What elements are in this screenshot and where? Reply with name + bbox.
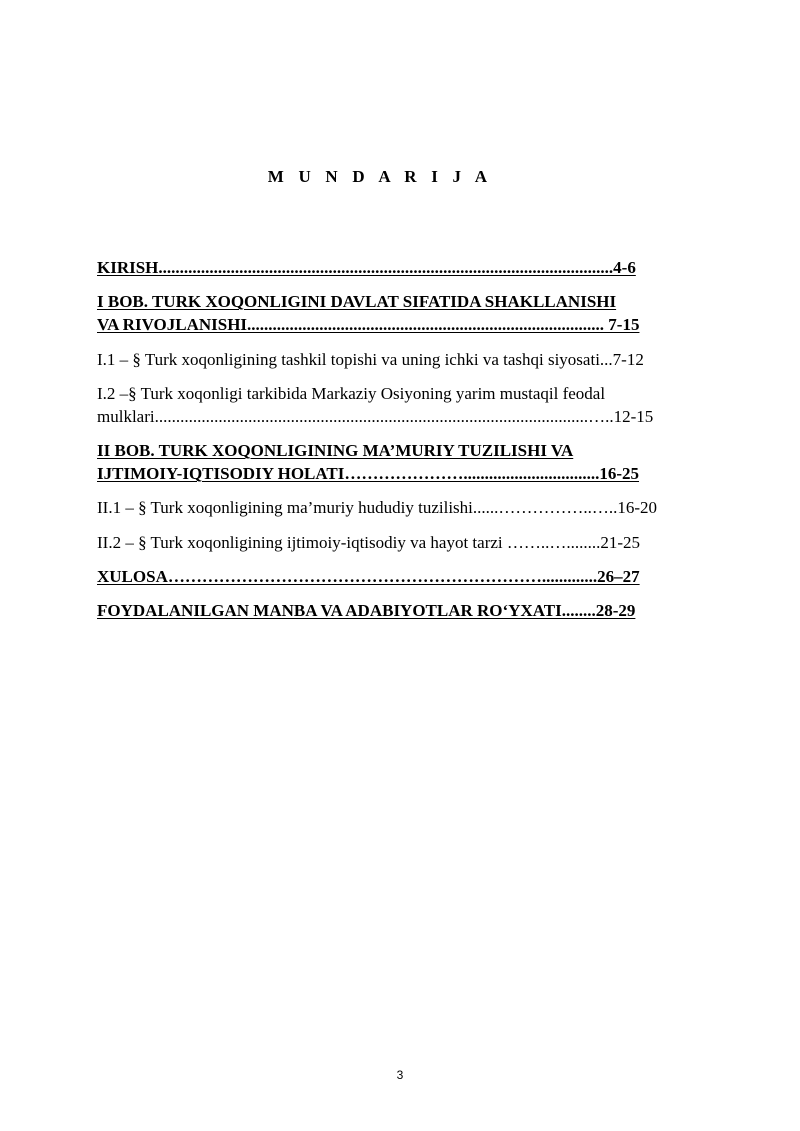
toc-entry-section-1-2-line1[interactable]: I.2 –§ Turk xoqonligi tarkibida Markaziy Osiyoning yarim mustaqil feodal [97, 384, 606, 403]
toc-entry-bob2-line2[interactable]: IJTIMOIY-IQTISODIY HOLATI…………………................................16-25 [97, 464, 640, 483]
toc-entry-adabiyotlar[interactable]: FOYDALANILGAN MANBA VA ADABIYOTLAR RO‘YXATI........28-29 [97, 601, 636, 620]
toc-entry-bob2-line1[interactable]: II BOB. TURK XOQONLIGINING MA’MURIY TUZILISHI VA [97, 441, 574, 460]
toc-entry-bob1-line2[interactable]: VA RIVOJLANISHI.................................................................................... 7-15 [97, 315, 640, 334]
page-title: M U N D A R I J A [267, 167, 493, 186]
toc-entry-kirish[interactable]: KIRISH...........................................................................................................4-6 [97, 258, 636, 277]
toc-entry-bob1-line1[interactable]: I BOB. TURK XOQONLIGINI DAVLAT SIFATIDA SHAKLLANISHI [97, 292, 617, 311]
toc-entry-section-2-2[interactable]: II.2 – § Turk xoqonligining ijtimoiy-iqtisodiy va hayot tarzi ……..…........21-25 [97, 533, 641, 552]
page-number: 3 [396, 1068, 404, 1082]
toc-entry-section-1-2-line2[interactable]: mulklari......................................................................................................…..12-15 [97, 407, 654, 426]
toc-entry-section-2-1[interactable]: II.1 – § Turk xoqonligining ma’muriy hududiy tuzilishi......……………..…..16-20 [97, 498, 658, 517]
toc-entry-section-1-1[interactable]: I.1 – § Turk xoqonligining tashkil topishi va uning ichki va tashqi siyosati...7-12 [97, 350, 644, 369]
toc-entry-xulosa[interactable]: XULOSA………………………………………………………….............26–27 [97, 567, 640, 586]
